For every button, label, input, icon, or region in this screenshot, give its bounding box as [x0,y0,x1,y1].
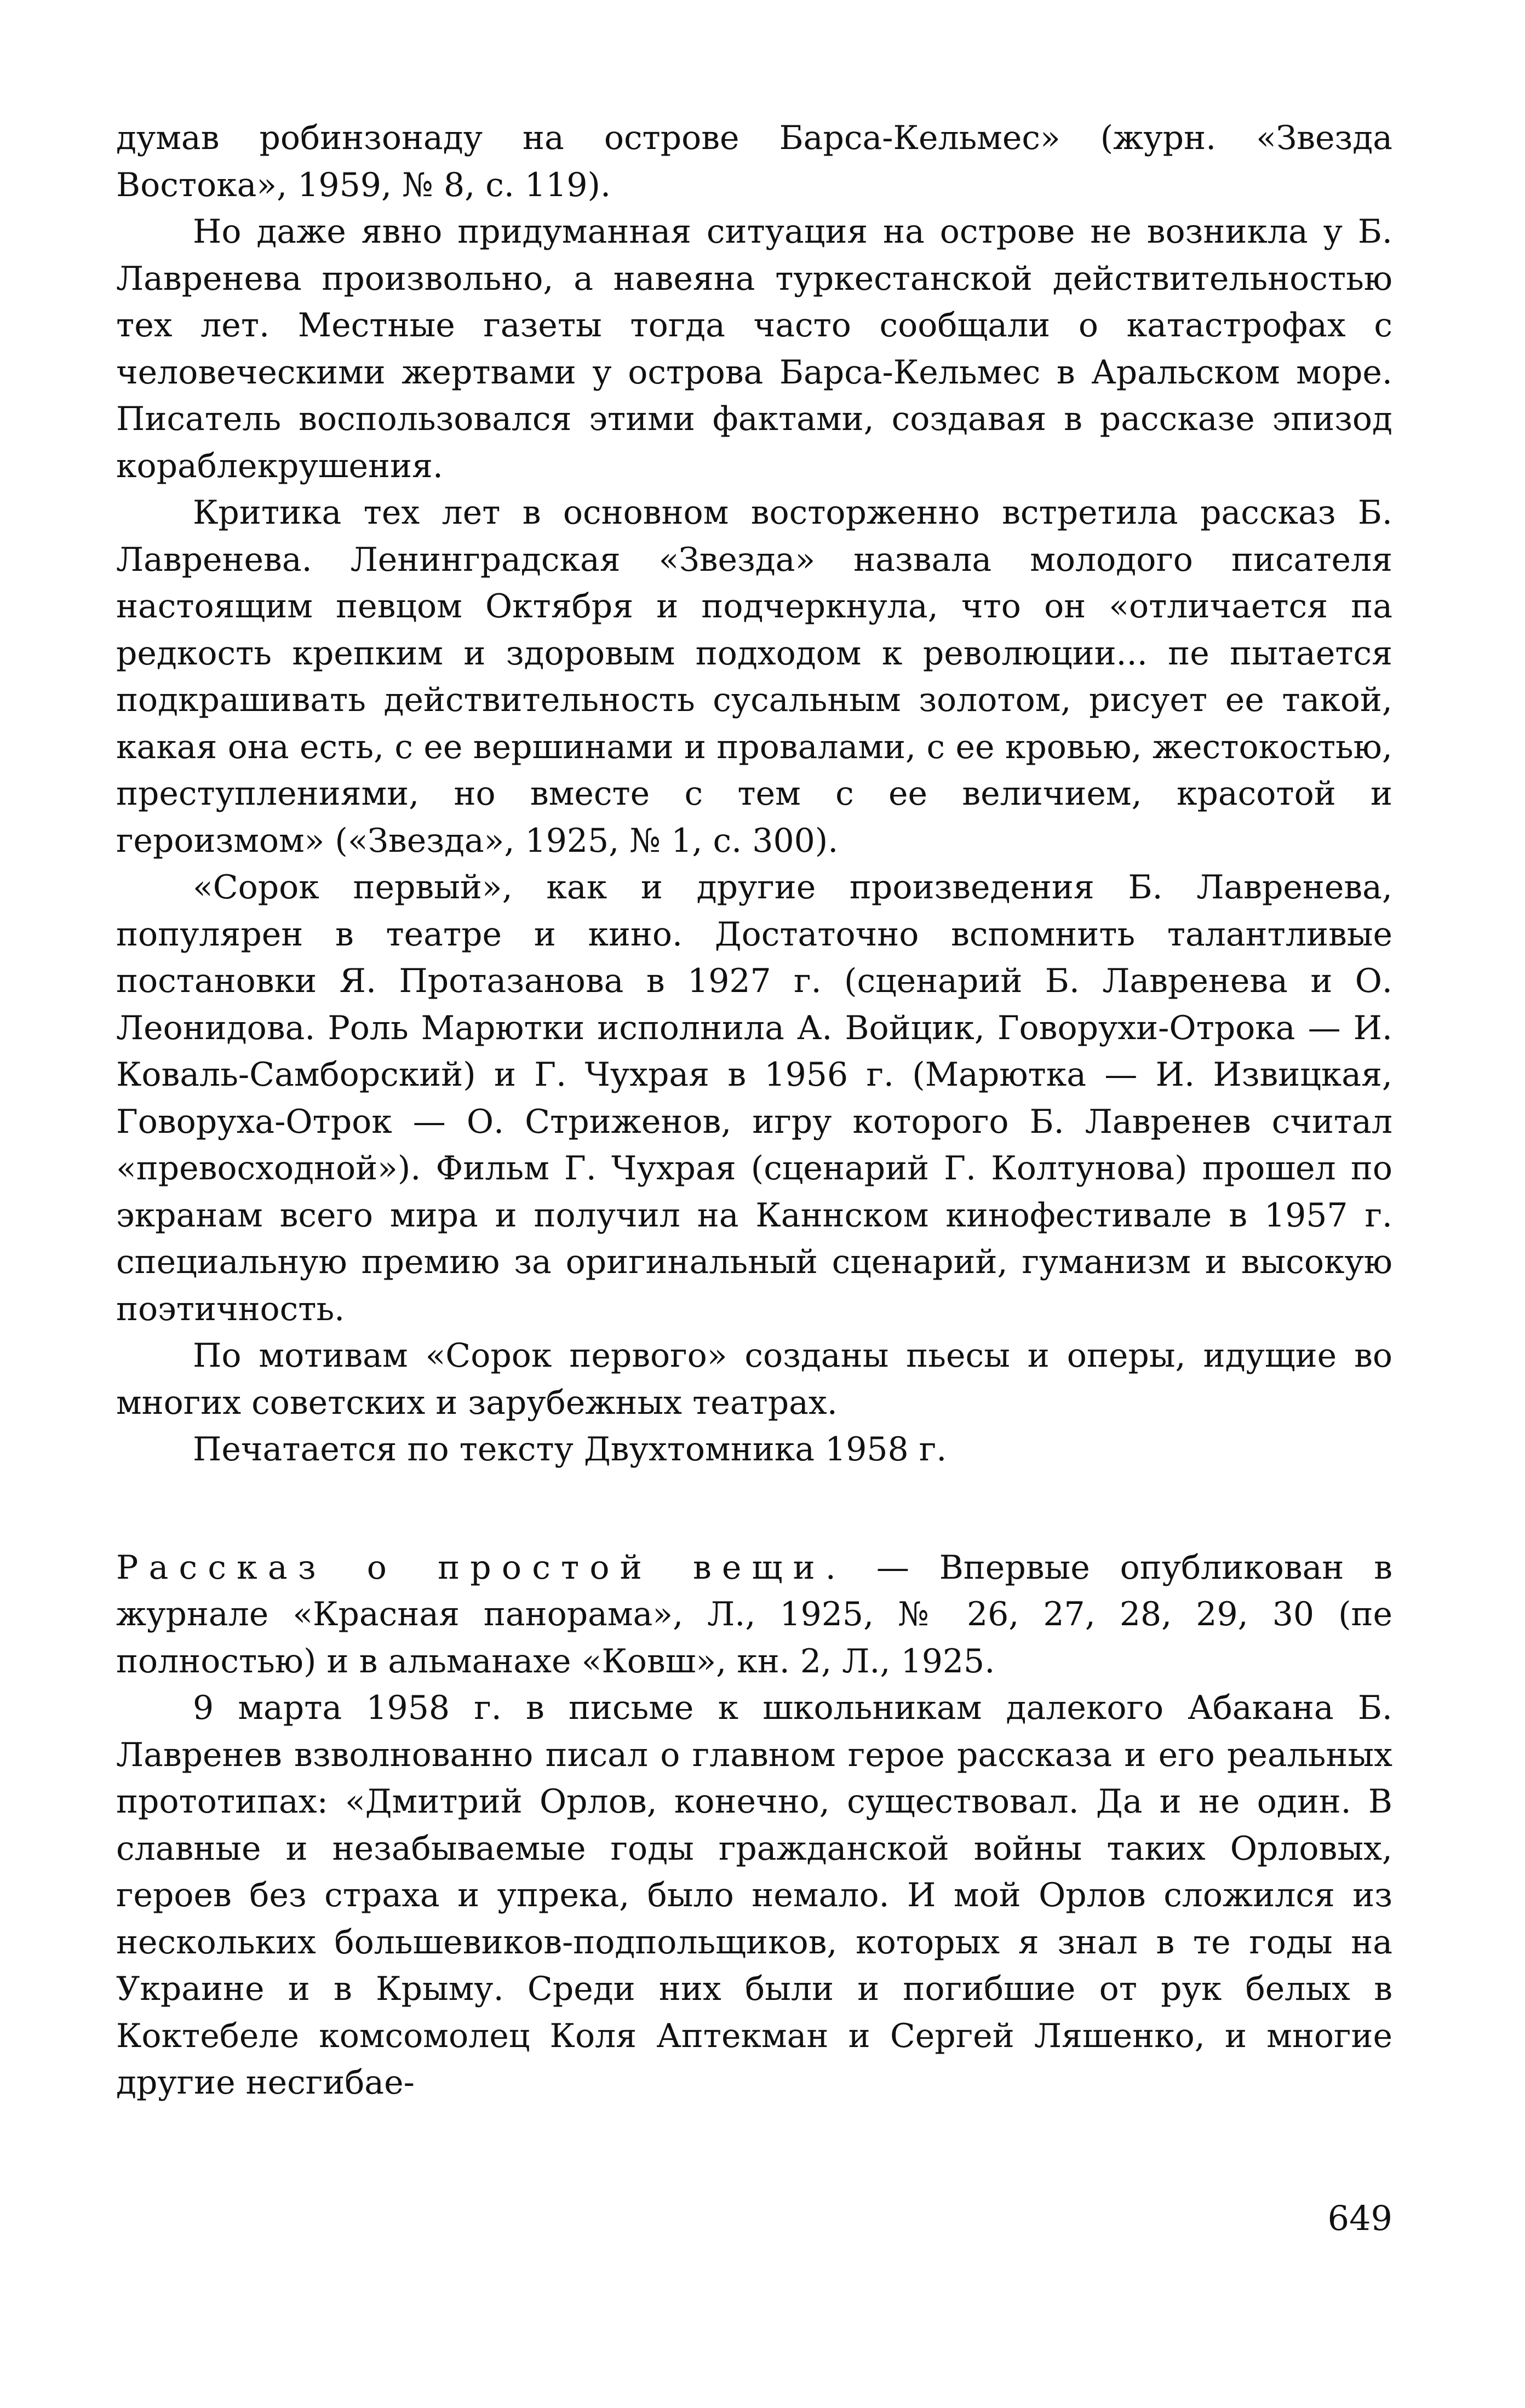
paragraph-plays-operas: По мотивам «Сорок первого» созданы пьесы и оперы, идущие во многих советских и зарубежных театрах. [116,1337,1392,1422]
section-intro: — Впервые опубликован в журнале «Красная панорама», Л., 1925, № 26, 27, 28, 29, 30 (пе полностью) и в альманахе «Ковш», кн. 2, Л., 1925. [116,1548,1392,1681]
paragraph-print-source: Печатается по тексту Двухтомника 1958 г. [193,1430,947,1469]
paragraph-theatre-cinema: «Сорок первый», как и другие произведения Б. Лавренева, популярен в театре и кино. Достаточно вспомнить талантливые постановки Я. Протазанова в 1927 г. (сценарий Б. Лавренева и О. Леонидова. Роль Марютки исполнила А. Войцик, Говорухи-Отрока — И. Коваль-Самборский) и Г. Чухрая в 1956 г. (Марютка — И. Извицкая, Говоруха-Отрок — О. Стриженов, игру которого Б. Лавренев считал «превосходной»). Фильм Г. Чухрая (сценарий Г. Колтунова) прошел по экранам всего мира и получил на Каннском кинофестивале в 1957 г. специальную премию за оригинальный сценарий, гуманизм и высокую поэтичность. [116,868,1392,1328]
section-title: Рассказ о простой вещи. [116,1548,847,1587]
page-number: 649 [1327,2198,1392,2238]
paragraph-criticism: Критика тех лет в основном восторженно встретила рассказ Б. Лавренева. Ленинградская «Звезда» назвала молодого писателя настоящим певцом Октября и подчеркнула, что он «отличается па редкость крепким и здоровым подходом к революции... пе пытается подкрашивать действительность сусальным золотом, рисует ее такой, какая она есть, с ее вершинами и провалами, с ее кровью, жестокостью, преступлениями, но вместе с тем с ее величием, красотой и героизмом» («Звезда», 1925, № 1, с. 300). [116,494,1392,860]
text-column [116,115,1392,2107]
section-heading-paragraph [116,1545,1392,1685]
paragraph-letter-abakan: 9 марта 1958 г. в письме к школьникам далекого Абакана Б. Лавренев взволнованно писал о главном герое рассказа и его реальных прототипах: «Дмитрий Орлов, конечно, существовал. Да и не один. В славные и незабываемые годы гражданской войны таких Орловых, героев без страха и упрека, было немало. И мой Орлов сложился из нескольких большевиков-подпольщиков, которых я знал в те годы на Украине и в Крыму. Среди них были и погибшие от рук белых в Коктебеле комсомолец Коля Аптекман и Сергей Ляшенко, и многие другие несгибае- [116,1689,1392,2102]
paragraph-barsa-kelmes: Но даже явно придуманная ситуация на острове не возникла у Б. Лавренева произвольно, а навеяна туркестанской действительностью тех лет. Местные газеты тогда часто сообщали о катастрофах с человеческими жертвами у острова Барса-Кельмес в Аральском море. Писатель воспользовался этими фактами, создавая в рассказе эпизод кораблекрушения. [116,213,1392,485]
paragraph-continuation: думав робинзонаду на острове Барса-Кельмес» (журн. «Звезда Востока», 1959, № 8, с. 119). [116,119,1392,204]
